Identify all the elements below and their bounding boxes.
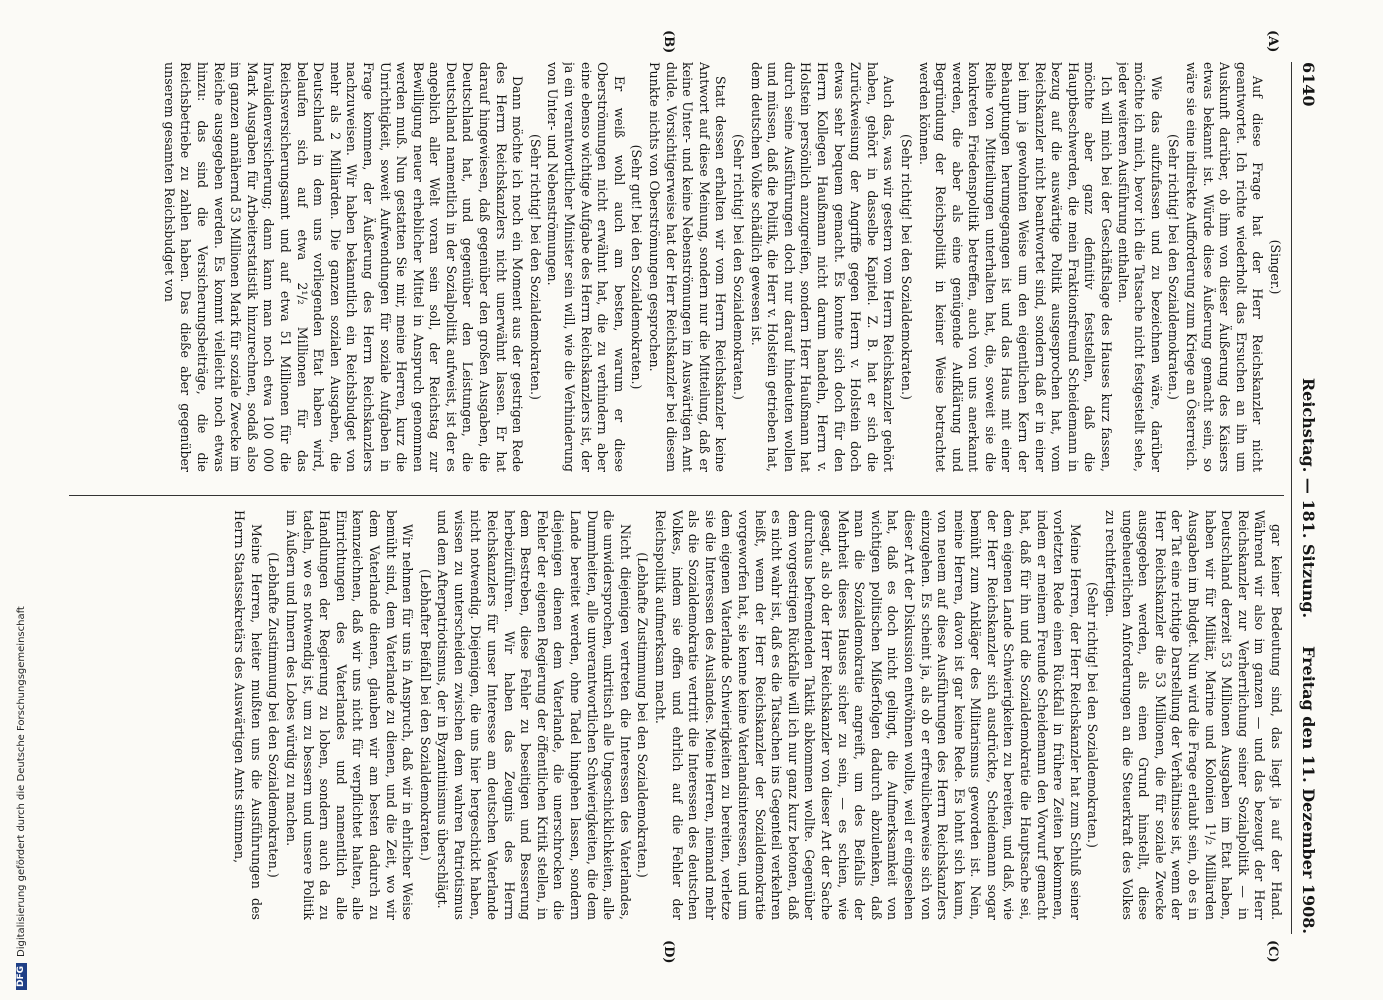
interjection: (Singer.) [1268, 239, 1283, 295]
interjection: (Lebhafte Zustimmung bei den Sozialdemokraten.) [635, 552, 651, 878]
margin-marker-b: (B) [661, 30, 676, 54]
interjection: (Lebhafte Zustimmung bei den Sozialdemokraten.) [266, 552, 282, 878]
session-title: Reichstag. — 181. Sitzung. [1299, 377, 1318, 619]
paragraph: Dann möchte ich noch ein Moment aus der gestrigen Rede des Herrn Reichskanzlers nicht unerwähnt lassen. Er hat darauf hingewiesen, daß gegenüber den großen Ausgaben, die Deutschland hat, und gegenüber den Leistungen, die Deutschland namentlich in der Sozialpolitik aufweist, ist der es angeblich aller Welt voran sein soll, der Reichstag zur Bewilligung neuer erheblicher Mittel in Anspruch genommen werden muß. Nun gestatten Sie mir, meine Herren, kurz die Unrichtigkeit, soweit Aufwendungen für soziale Aufgaben in Frage kommen, der Äußerung des Herrn Reichskanzlers nachzuweisen. Wir haben bekanntlich ein Reichsbudget von mehr als 2 Milliarden. Die ganzen sozialen Ausgaben, die Deutschland in dem uns vorliegenden Etat haben wird, belaufen sich auf etwa 2¹/₂ Millionen für das Reichsversicherungsamt und auf etwa 51 Millionen für die Invalidenversicherung; dann kann man noch etwa 100 000 Mark Ausgaben für Arbeiterstatistik hinzurechnen, sodaß also im ganzen annähernd 53 Millionen Mark für soziale Zwecke im Reiche ausgegeben werden. Es kommt vielleicht noch etwas hinzu: das sind die Versicherungsbeiträge, die die Reichsbetriebe zu zahlen haben. Das dieße aber gegenüber unserem gesamten Reichsbudget von [161, 62, 526, 472]
interjection: (Sehr richtig! bei den Sozialdemokraten.) [1166, 134, 1182, 400]
interjection: (Sehr richtig! bei den Sozialdemokraten.) [1085, 582, 1101, 848]
page-header [1288, 62, 1324, 934]
paragraph: Auf diese Frage hat der Herr Reichskanzler nicht geantwortet. Ich richte wiederholt das Ersuchen an ihn um Auskunft darüber, ob ihm von dieser Äußerung des Kaisers etwas bekannt ist. Würde diese Äußerung gemacht sein, so wäre sie eine indirekte Aufforderung zum Kriege an Österreich. [1184, 62, 1266, 472]
paragraph: Ich will mich bei der Geschäftslage des Hauses kurz fassen, möchte aber ganz definitiv feststellen, daß die Hauptbeschwerden, die mein Fraktionsfreund Scheidemann in bezug auf die auswärtige Politik ausgesprochen hat, vom Reichskanzler nicht beantwortet sind, sondern daß er in einer bei ihm ja gewohnten Weise um den eigentlichen Kern der Behauptungen herumgegangen ist und das Haus mit einer Reihe von Mitteilungen unterhalten hat, die, soweit sie die konkreten Friedenspolitik betreffen, auch von uns anerkannt werden, die aber als eine genügende Aufklärung und Begründung der Reichspolitik in keiner Weise betrachtet werden können. [916, 62, 1115, 472]
paragraph: Nicht diejenigen vertreten die Interessen des Vaterlandes, die unwidersprochen, unkritisch alle Ungeschicklichkeiten, alle Dummheiten, alle unverantwortlichen Schwierigkeiten, die dem Lande bereitet werden, ohne Tadel hingehen lassen, sondern diejenigen dienen dem Vaterlande, die unerschrocken die Fehler der eigenen Regierung der öffentlichen Kritik stellen, in dem Bestreben, diese Fehler zu beseitigen und Besserung herbeizuführen. Wir haben das Zeugnis des Herrn Reichskanzlers für unser Interesse am deutschen Vaterlande nicht notwendig. Diejenigen, die uns hier hergeschickt haben, wissen zu unterscheiden zwischen dem wahren Patriotismus und dem Afterpatriotismus, der in Byzantinismus überschlägt. [435, 510, 633, 920]
digitization-note-text: Digitalisierung gefördert durch die Deutsche Forschungsgemeinschaft [16, 606, 27, 957]
paragraph: Meine Herren, heiter mußten uns die Ausführungen des Herrn Staatssekretärs des Auswärtigen Amts stimmen, [232, 510, 264, 920]
left-column [69, 62, 1284, 472]
interjection: (Sehr richtig! bei den Sozialdemokraten.) [898, 134, 914, 400]
paragraph: Wir nehmen für uns in Anspruch, daß wir in ehrlicher Weise bemüht sind, dem Vaterlande zu dienen, und die Zeit, wo wir dem Vaterlande dienen, glauben wir am besten dadurch zu kennzeichnen, daß wir uns nicht für verpflichtet halten, alle Einrichtungen des Vaterlandes und namentlich alle Handlungen der Regierung zu loben, sondern auch da zu tadeln, wo es notwendig ist, um zu bessern und unsere Politik im Äußern und Innern des Lobes würdig zu machen. [283, 510, 416, 920]
interjection: (Sehr gut! bei den Sozialdemokraten.) [629, 144, 645, 390]
margin-marker-c: (C) [1265, 940, 1280, 963]
page-number: 6140 [1299, 62, 1318, 107]
paragraph: Wie das aufzufassen und zu bezeichnen wäre, darüber möchte ich mich, bevor ich die Tatsache nicht festgestellt sehe, jeder weiteren Ausführung enthalten. [1115, 62, 1164, 472]
column-divider [69, 495, 1284, 496]
margin-marker-a: (A) [1265, 30, 1280, 53]
digitization-note [0, 0, 27, 1000]
right-column [69, 510, 1284, 920]
margin-marker-d: (D) [661, 940, 676, 964]
paragraph: Er weiß wohl auch am besten, warum er diese Oberströmungen nicht erwähnt hat, die zu verhindern aber eine ebenso wichtige Aufgabe des Herrn Reichskanzlers ist, der ja ein verantwortlicher Minister sein will, wie die Verhinderung von Unter- und Nebenströmungen. [545, 62, 627, 472]
session-date: Freitag den 11. Dezember 1908. [1299, 646, 1318, 934]
paragraph: Auch das, was wir gestern vom Herrn Reichskanzler gehört haben, gehört in dasselbe Kapitel. Z. B. hat er sich die Zurückweisung der Angriffe gegen Herrn v. Holstein doch etwas sehr bequem gemacht. Es konnte sich doch für den Herrn Kollegen Haußmann nicht darum handeln, Herrn v. Holstein persönlich anzugreifen, sondern Herr Haußmann hat durch seine Ausführungen doch nur darauf hindeuten wollen und müssen, daß die Politik, die Herr v. Holstein getrieben hat, dem deutschen Volke schädlich gewesen ist. [748, 62, 897, 472]
page-frame [54, 30, 1324, 964]
paragraph: Statt dessen erhalten wir vom Herrn Reichskanzler keine Antwort auf diese Meinung, sondern nur die Mitteilung, daß er keine Unter- und keine Nebenströmungen im Auswärtigen Amt dulde. Vorsichtigerweise hat der Herr Reichskanzler bei diesem Punkte nichts von Oberströmungen gesprochen. [647, 62, 729, 472]
paragraph: Meine Herren, der Herr Reichskanzler hat zum Schluß seiner vorletzten Rede einen Rückfall in frühere Zeiten bekommen, indem er meinem Freunde Scheidemann den Vorwurf gemacht hat, daß für ihn und die Sozialdemokratie die Hauptsache sei, dem eigenen Lande Schwierigkeiten zu bereiten, und daß, wie der Herr Reichskanzler sich ausdrückte, Scheidemann sogar bemüht zum Ankläger des Militarismus geworden ist. Nein, meine Herren, davon ist gar keine Rede. Es lohnt sich kaum, von neuem auf diese Ausführungen des Herrn Reichskanzlers einzugehen. Es scheint ja, als ob er erfreulicherweise sich von dieser Art der Diskussion entwöhnen wollte, weil er eingesehen hat, daß es doch nicht gelingt, die Aufmerksamkeit von wichtigen politischen Mißerfolgen dadurch abzulenken, daß man die Sozialdemokratie angreift, um des Beifalls der Mehrheit dieses Hauses sicher zu sein, — es schien, wie gesagt, als ob der Herr Reichskanzler von dieser Art der Sache durchaus befremdenden Taktik abkommen wollte. Gegenüber dem vorgestrigen Rückfalle will ich nur ganz kurz betonen, daß es nicht wahr ist, daß es die Tatsachen ins Gegenteil verkehren heißt, wenn der Herr Reichskanzler der Sozialdemokratie vorgeworfen hat, sie kenne keine Vaterlandsinteressen, und um dem eigenen Vaterlande Schwierigkeiten zu bereiten, verletze sie die Interessen des Auslandes. Meine Herren, niemand mehr als die Sozialdemokratie vertritt die Interessen des deutschen Volkes, indem sie offen und ehrlich auf die Fehler der Reichspolitik aufmerksam macht. [653, 510, 1083, 920]
interjection: (Lebhafter Beifall bei den Sozialdemokraten.) [417, 569, 433, 861]
document-page [54, 30, 1324, 964]
dfg-logo: DFG [16, 963, 27, 990]
interjection: (Sehr richtig! bei den Sozialdemokraten.) [527, 134, 543, 400]
paragraph: gar keiner Bedeutung sind, das liegt ja auf der Hand. Während wir also im ganzen — und das bezeugt der Herr Reichskanzler zur Verherrlichung seiner Sozialpolitik — in Deutschland derzeit 53 Millionen Ausgaben im Etat haben, haben wir für Militär, Marine und Kolonien 1¹/₂ Milliarden Ausgaben im Budget. Nun wird die Frage erlaubt sein, ob es in der Tat eine richtige Darstellung der Verhältnisse ist, wenn der Herr Reichskanzler die 53 Millionen, die für soziale Zwecke ausgegeben werden, als einen Grund hinstellt, diese ungeheuerlichen Anforderungen an die Steuerkraft des Volkes zu rechtfertigen. [1103, 510, 1284, 920]
header-rule [1291, 62, 1292, 934]
interjection: (Sehr richtig! bei den Sozialdemokraten.) [731, 134, 746, 400]
